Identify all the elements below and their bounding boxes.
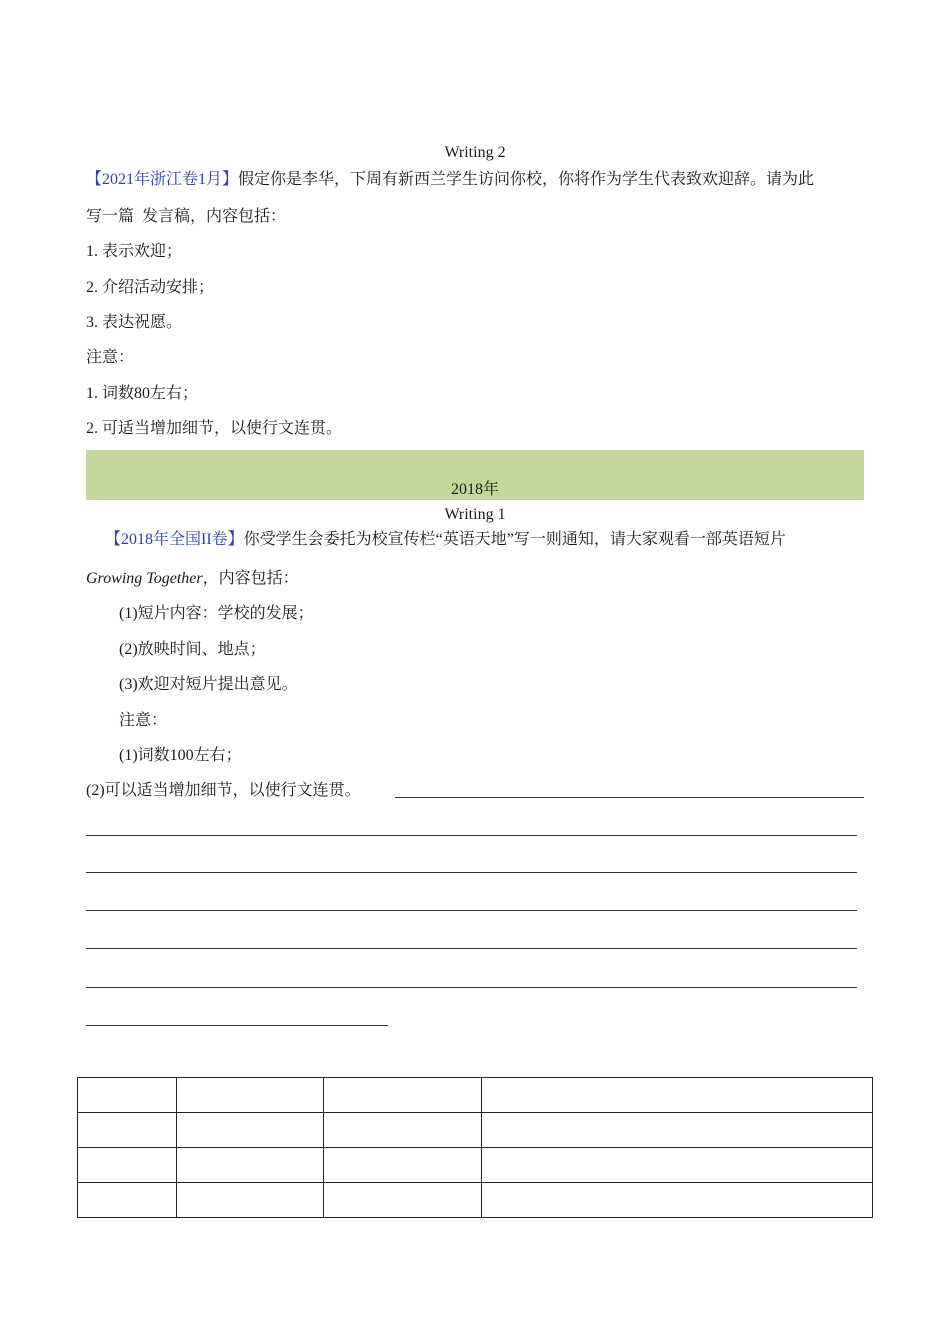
table-row — [78, 1113, 873, 1148]
table-cell — [177, 1078, 324, 1113]
point-2018-3: (3)欢迎对短片提出意见。 — [119, 676, 298, 693]
table-cell — [482, 1113, 873, 1148]
writing-line[interactable] — [86, 948, 857, 949]
prompt-2018-line2-rest: ，内容包括： — [202, 570, 299, 587]
heading-writing-1: Writing 1 — [444, 506, 506, 523]
prompt-2018-line2 — [86, 569, 299, 589]
point-2018-2: (2)放映时间、地点； — [119, 641, 266, 658]
point-2021-2: 2. 介绍活动安排； — [86, 279, 215, 296]
prompt-2018-line1 — [105, 530, 786, 550]
table-cell — [324, 1148, 482, 1183]
year-band-label: 2018年 — [450, 481, 499, 498]
table-row — [78, 1078, 873, 1113]
note-label-2018: 注意： — [119, 712, 168, 729]
table-cell — [78, 1113, 177, 1148]
table-cell — [177, 1148, 324, 1183]
film-title: Growing Together — [86, 570, 203, 587]
writing-line[interactable] — [86, 872, 857, 873]
table-cell — [177, 1183, 324, 1218]
point-2018-1: (1)短片内容：学校的发展； — [119, 605, 314, 622]
writing-line[interactable] — [86, 835, 857, 836]
writing-line[interactable] — [395, 797, 864, 798]
prompt-2021-line1 — [86, 170, 814, 190]
table-row — [78, 1148, 873, 1183]
point-2021-3: 3. 表达祝愿。 — [86, 314, 183, 331]
table-cell — [78, 1148, 177, 1183]
source-tag-2021: 【2021年浙江卷1月】 — [86, 171, 239, 188]
table-cell — [324, 1078, 482, 1113]
table-row — [78, 1183, 873, 1218]
writing-line[interactable] — [86, 987, 857, 988]
table-cell — [78, 1183, 177, 1218]
writing-line[interactable] — [86, 910, 857, 911]
point-2021-1: 1. 表示欢迎； — [86, 243, 183, 260]
table-cell — [177, 1113, 324, 1148]
table-cell — [324, 1113, 482, 1148]
note-2021-1: 1. 词数80左右； — [86, 385, 199, 402]
table-cell — [482, 1183, 873, 1218]
prompt-2021-text: 假定你是李华，下周有新西兰学生访问你校，你将作为学生代表致欢迎辞。请为此 — [238, 171, 815, 188]
note-2018-1: (1)词数100左右； — [119, 747, 242, 764]
table-cell — [78, 1078, 177, 1113]
heading-writing-2: Writing 2 — [444, 144, 506, 161]
note-2018-2: (2)可以适当增加细节，以使行文连贯。 — [86, 782, 361, 799]
writing-line[interactable] — [86, 1025, 388, 1026]
table-cell — [324, 1183, 482, 1218]
prompt-2021-line2: 写一篇 发言稿，内容包括： — [86, 208, 287, 225]
note-2021-2: 2. 可适当增加细节，以使行文连贯。 — [86, 420, 343, 437]
prompt-2018-text: 你受学生会委托为校宣传栏“英语天地”写一则通知，请大家观看一部英语短片 — [243, 531, 786, 548]
note-label-2021: 注意： — [86, 349, 135, 366]
source-tag-2018: 【2018年全国II卷】 — [105, 531, 244, 548]
table-cell — [482, 1148, 873, 1183]
table-cell — [482, 1078, 873, 1113]
answer-table — [77, 1077, 873, 1218]
